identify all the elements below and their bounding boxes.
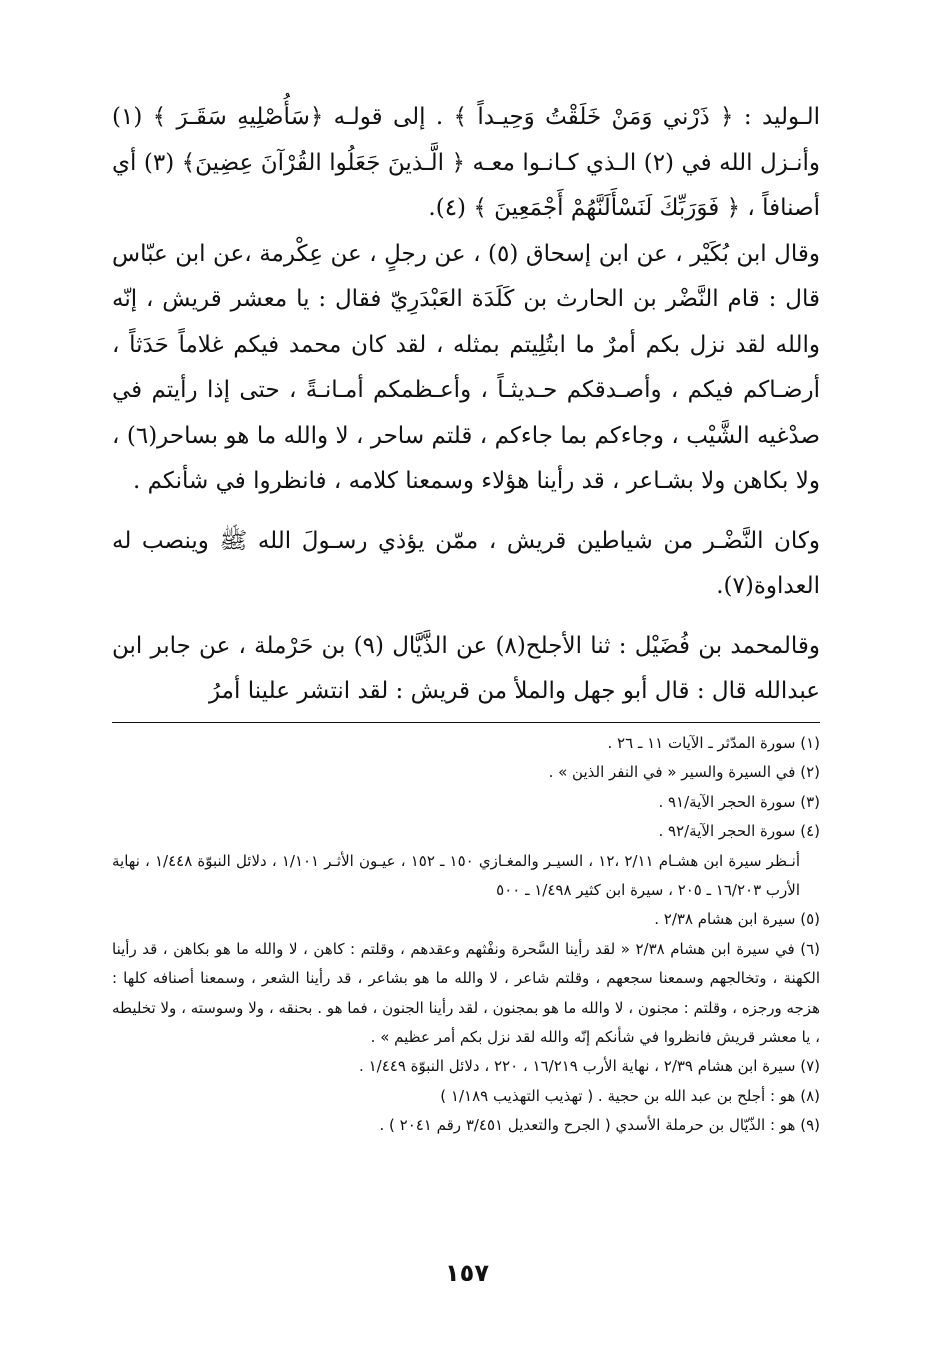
- footnote: (٣) سورة الحجر الآية/٩١ .: [658, 792, 820, 811]
- page-number: ١٥٧: [445, 1259, 489, 1287]
- footnote: (٨) هو : أجلح بن عبد الله بن حجية . ( تهذيب التهذيب ١/١٨٩ ): [440, 1086, 820, 1105]
- footnote: (٧) سيرة ابن هشام ٢/٣٩ ، نهاية الأرب ١٦/٢١٩ ، ٢٢٠ ، دلائل النبوّة ١/٤٤٩ .: [359, 1057, 820, 1076]
- paragraph: وكان النَّضْـر من شياطين قريش ، ممّن يؤذي رسـولَ الله ﷺ وينصب له العداوة(٧).: [112, 527, 820, 599]
- footnote: (٦) في سيرة ابن هشام ٢/٣٨ « لقد رأينا السَّحرة ونفْثهم وعقدهم ، وقلتم : كاهن ، لا والله ما هو بكاهن ، قد رأينا الكهنة ، وتخالجهم وسمعنا سجعهم ، وقلتم شاعر ، لا والله ما هو بشاعر ، قد رأينا الشعر ، وسمعنا أصنافه كلها : هزجه ورجزه ، وقلتم : مجنون ، لا والله ما هو بمجنون ، لقد رأينا الجنون ، فما هو . بحنقه ، ولا وسوسته ، ولا تخليطه ، يا معشر قريش فانظروا في شأنكم إنّه والله لقد نزل بكم أمر عظيم » .: [112, 939, 820, 1047]
- footnote: (٤) سورة الحجر الآية/٩٢ .: [658, 822, 820, 841]
- footnotes: [112, 729, 820, 1141]
- footnote: (٥) سيرة ابن هشام ٢/٣٨ .: [654, 910, 820, 929]
- footnote-divider: [112, 722, 820, 723]
- paragraph: وقالمحمد بن فُضَيْل : ثنا الأجلح(٨) عن الذَّيَّال (٩) بن حَرْملة ، عن جابر ابن عبدالله قال : قال أبو جهل والملأ من قريش : لقد انتشر علينا أمرُ: [112, 632, 821, 704]
- footnote: أنـظر سيرة ابن هشـام ٢/١١ ،١٢ ، السيـر والمغـازي ١٥٠ ـ ١٥٢ ، عيـون الأثـر ١/١٠١ ، دلائل النبوّة ١/٤٤٨ ، نهاية الأرب ١٦/٢٠٣ ـ ٢٠٥ ، سيرة ابن كثير ١/٤٩٨ ـ ٥٠٠: [112, 851, 800, 900]
- main-text: [112, 95, 820, 715]
- footnote: (٢) في السيرة والسير « في النفر الذين » .: [548, 763, 820, 782]
- paragraph: وقال ابن بُكَيْر ، عن ابن إسحاق (٥) ، عن رجلٍ ، عن عِكْرمة ،عن ابن عبّاس قال : قام النَّضْر بن الحارث بن كَلَدَة العَبْدَرِيّ فقال : يا معشر قريش ، إنّه والله لقد نزل بكم أمرٌ ما ابتُلِيتم بمثله ، لقد كان محمد فيكم غلاماً حَدَثاً ، أرضـاكم فيكم ، وأصـدقكم حـديثـاً ، وأعـظمكم أمـانـةً ، حتى إذا رأيتم في صدْغيه الشَّيْب ، وجاءكم بما جاءكم ، قلتم ساحر ، لا والله ما هو بساحر(٦) ، ولا بكاهن ولا بشـاعر ، قد رأينا هؤلاء وسمعنا كلامه ، فانظروا في شأنكم .: [112, 240, 820, 494]
- footnote: (٩) هو : الذّيّال بن حرملة الأسدي ( الجرح والتعديل ٣/٤٥١ رقم ٢٠٤١ ) .: [379, 1116, 820, 1135]
- paragraph: الـوليد : ﴿ ذَرْني وَمَنْ خَلَقْتُ وَحِيـداً ﴾ . إلى قولـه ﴿سَأُصْلِيهِ سَقَـرَ ﴾ (١) وأنـزل الله في (٢) الـذي كـانـوا معـه ﴿ الَّـذينَ جَعَلُوا القُرْآنَ عِضِينَ﴾ (٣) أي أصنافاً ، ﴿ فَوَرَبِّكَ لَنَسْأَلَنَّهُمْ أَجْمَعِينَ ﴾ (٤).: [112, 104, 821, 221]
- footnote: (١) سورة المدّثر ـ الآيات ١١ ـ ٢٦ .: [607, 734, 820, 752]
